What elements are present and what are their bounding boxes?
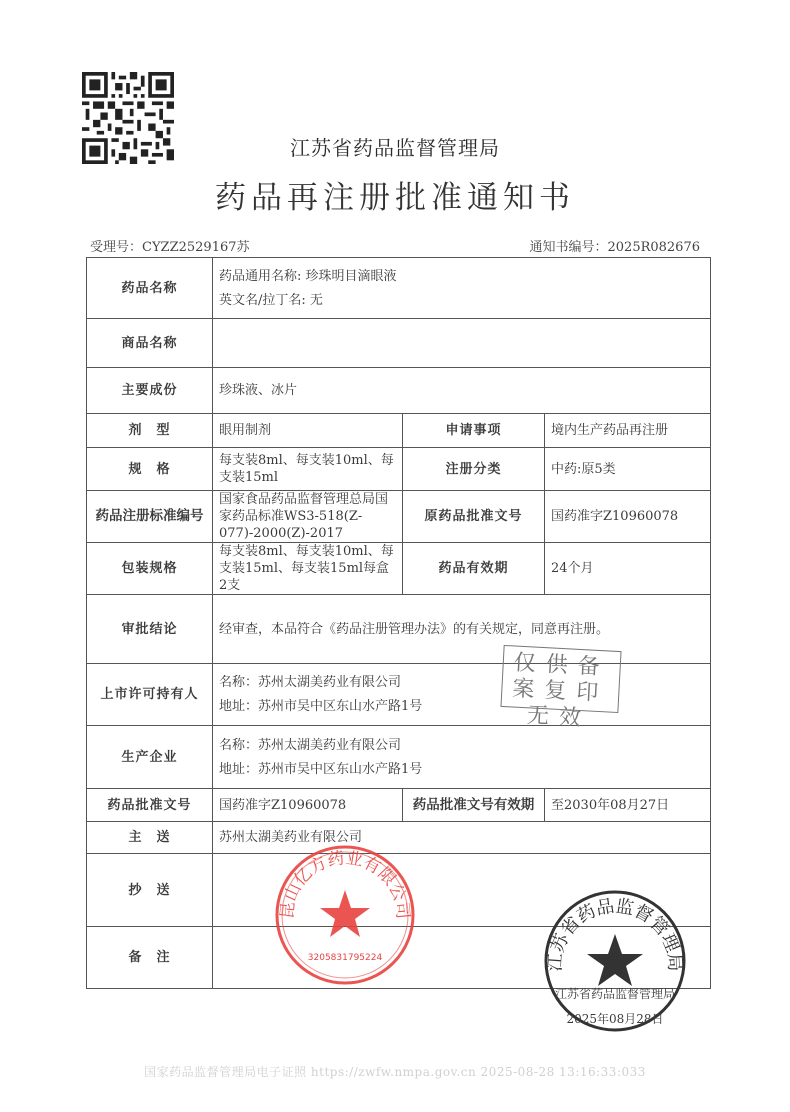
notice-number bbox=[529, 236, 700, 255]
official-seal-caption: 江苏省药品监督管理局 bbox=[554, 987, 675, 1001]
conclusion-value: 经审查，本品符合《药品注册管理办法》的有关规定，同意再注册。 bbox=[213, 595, 711, 664]
registration-category-label: 注册分类 bbox=[403, 448, 545, 491]
company-seal bbox=[272, 842, 418, 988]
manufacturer-address-value: 苏州市吴中区东山水产路1号 bbox=[258, 761, 423, 777]
issuing-agency: 江苏省药品监督管理局 bbox=[290, 136, 500, 160]
mah-address-label: 地址： bbox=[219, 699, 259, 714]
cc-label: 抄 送 bbox=[87, 854, 213, 927]
manufacturer-address-label: 地址： bbox=[219, 761, 259, 777]
shelf-life-value: 24个月 bbox=[545, 543, 711, 595]
manufacturer-address bbox=[219, 761, 704, 778]
row-drug-name bbox=[87, 258, 711, 319]
ingredients-value: 珍珠液、冰片 bbox=[213, 368, 711, 414]
original-approval-no-value: 国药准字Z10960078 bbox=[545, 491, 711, 543]
ingredients-label: 主要成份 bbox=[87, 368, 213, 414]
specification-label: 规 格 bbox=[87, 448, 213, 491]
generic-name bbox=[219, 268, 704, 285]
dosage-form-value: 眼用制剂 bbox=[213, 414, 403, 448]
english-name-value: 无 bbox=[309, 292, 323, 308]
original-approval-no-label: 原药品批准文号 bbox=[403, 491, 545, 543]
registration-category-value: 中药:原5类 bbox=[545, 448, 711, 491]
trade-name-value bbox=[213, 319, 711, 368]
shelf-life-label: 药品有效期 bbox=[403, 543, 545, 595]
star-icon bbox=[320, 890, 370, 937]
mah-address-value: 苏州市吴中区东山水产路1号 bbox=[258, 699, 423, 714]
approval-no-label: 药品批准文号 bbox=[87, 789, 213, 822]
manufacturer-name bbox=[219, 737, 704, 754]
company-seal-number: 3205831795224 bbox=[307, 953, 383, 963]
specification-value: 每支装8ml、每支装10ml、每支装15ml bbox=[213, 448, 403, 491]
row-specification bbox=[87, 448, 711, 491]
footer-watermark: 国家药品监督管理局电子证照 https://zwfw.nmpa.gov.cn 2025-08-28 13:16:33:033 bbox=[144, 1065, 646, 1079]
mah-name bbox=[219, 674, 704, 691]
mah-name-label: 名称： bbox=[219, 675, 259, 690]
notice-number-label: 通知书编号： bbox=[529, 240, 608, 255]
mah-address bbox=[219, 698, 704, 715]
notice-number-value: 2025R082676 bbox=[607, 240, 700, 255]
english-name bbox=[219, 292, 704, 309]
copy-invalid-stamp bbox=[500, 645, 621, 732]
application-item-label: 申请事项 bbox=[403, 414, 545, 448]
document-title: 药品再注册批准通知书 bbox=[215, 180, 575, 216]
english-name-label: 英文名/拉丁名: bbox=[219, 292, 306, 308]
official-seal-date: 2025年08月28日 bbox=[566, 1012, 664, 1026]
manufacturer-name-label: 名称： bbox=[219, 737, 259, 753]
drug-name-label: 药品名称 bbox=[87, 258, 213, 319]
conclusion-label: 审批结论 bbox=[87, 595, 213, 664]
row-trade-name bbox=[87, 319, 711, 368]
approval-validity-value: 至2030年08月27日 bbox=[545, 789, 711, 822]
mah-label: 上市许可持有人 bbox=[87, 664, 213, 726]
main-recipient-label: 主 送 bbox=[87, 822, 213, 854]
official-seal-text: 江苏省药品监督管理局 bbox=[544, 895, 686, 973]
manufacturer-name-value: 苏州太湖美药业有限公司 bbox=[258, 737, 402, 753]
company-seal-text: 昆山亿方药业有限公司 bbox=[277, 848, 413, 920]
standard-no-label: 药品注册标准编号 bbox=[87, 491, 213, 543]
star-icon bbox=[587, 934, 643, 986]
remarks-label: 备 注 bbox=[87, 927, 213, 989]
row-manufacturer bbox=[87, 726, 711, 789]
standard-no-value: 国家食品药品监督管理总局国家药品标准WS3-518(Z-077)-2000(Z)-2017 bbox=[213, 491, 403, 543]
application-item-value: 境内生产药品再注册 bbox=[545, 414, 711, 448]
main-recipient-value: 苏州太湖美药业有限公司 bbox=[213, 822, 711, 854]
approval-no-value: 国药准字Z10960078 bbox=[213, 789, 403, 822]
row-packaging bbox=[87, 543, 711, 595]
manufacturer-value bbox=[213, 726, 711, 789]
copy-invalid-stamp-text: 仅供备案复印无效 bbox=[511, 650, 611, 732]
generic-name-label: 药品通用名称: bbox=[219, 268, 302, 284]
trade-name-label: 商品名称 bbox=[87, 319, 213, 368]
row-standard-no bbox=[87, 491, 711, 543]
packaging-label: 包装规格 bbox=[87, 543, 213, 595]
mah-name-value: 苏州太湖美药业有限公司 bbox=[258, 675, 402, 690]
manufacturer-label: 生产企业 bbox=[87, 726, 213, 789]
drug-name-value bbox=[213, 258, 711, 319]
acceptance-number bbox=[90, 236, 250, 255]
row-dosage-form bbox=[87, 414, 711, 448]
acceptance-number-label: 受理号： bbox=[90, 240, 143, 255]
acceptance-number-value: CYZZ2529167苏 bbox=[142, 240, 250, 255]
approval-validity-label: 药品批准文号有效期 bbox=[403, 789, 545, 822]
row-approval-no bbox=[87, 789, 711, 822]
dosage-form-label: 剂 型 bbox=[87, 414, 213, 448]
generic-name-value: 珍珠明目滴眼液 bbox=[305, 268, 397, 284]
row-ingredients bbox=[87, 368, 711, 414]
packaging-value: 每支装8ml、每支装10ml、每支装15ml、每支装15ml每盒2支 bbox=[213, 543, 403, 595]
mah-value bbox=[213, 664, 711, 726]
